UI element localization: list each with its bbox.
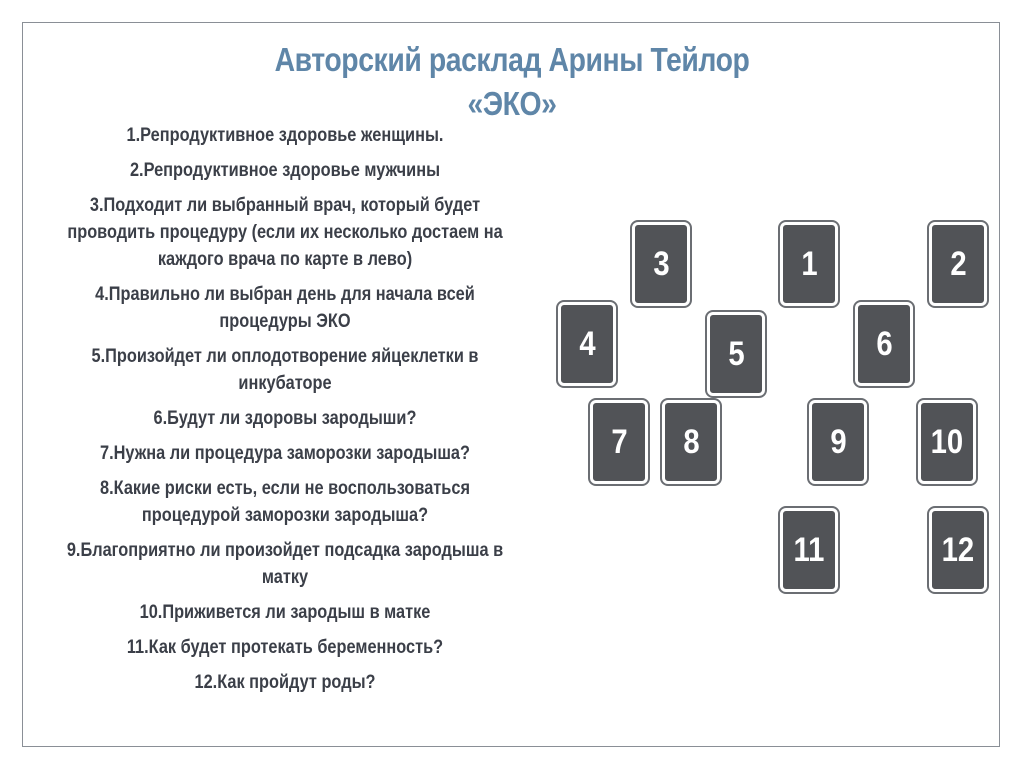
list-item-10: 10.Приживется ли зародыш в матке	[139, 602, 431, 623]
title-line-2: «ЭКО»	[467, 85, 557, 122]
title-line-1: Авторский расклад Арины Тейлор	[274, 41, 750, 78]
card-6-label: 6	[875, 324, 893, 363]
card-2-label: 2	[949, 244, 967, 283]
list-item-1: 1.Репродуктивное здоровье женщины.	[126, 125, 444, 146]
card-2	[929, 222, 987, 306]
question-list	[30, 122, 540, 704]
list-item-2: 2.Репродуктивное здоровье мужчины	[129, 160, 441, 181]
card-3	[632, 222, 690, 306]
card-11	[780, 508, 838, 592]
list-item-8: 8.Какие риски есть, если не воспользоваться процедурой заморозки зародыша?	[100, 478, 470, 526]
list-item-4: 4.Правильно ли выбран день для начала всей процедуры ЭКО	[95, 284, 475, 332]
card-12-label: 12	[941, 530, 975, 569]
list-item-11: 11.Как будет протекать беременность?	[126, 637, 444, 658]
list-item-3: 3.Подходит ли выбранный врач, который будет проводить процедуру (если их несколько достаем на каждого врача по карте в лево)	[67, 195, 503, 270]
list-item-6: 6.Будут ли здоровы зародыши?	[153, 408, 417, 429]
card-1-label: 1	[800, 244, 818, 283]
card-4-label: 4	[578, 324, 596, 363]
card-8-label: 8	[682, 422, 700, 461]
card-7	[590, 400, 648, 484]
card-5-label: 5	[727, 334, 745, 373]
card-8	[662, 400, 720, 484]
card-10	[918, 400, 976, 484]
list-item-12: 12.Как пройдут роды?	[194, 672, 376, 693]
card-11-label: 11	[793, 530, 825, 569]
list-item-7: 7.Нужна ли процедура заморозки зародыша?	[99, 443, 471, 464]
card-9-label: 9	[829, 422, 847, 461]
card-10-label: 10	[930, 422, 964, 461]
card-4	[558, 302, 616, 386]
card-12	[929, 508, 987, 592]
card-7-label: 7	[610, 422, 628, 461]
list-item-9: 9.Благоприятно ли произойдет подсадка зародыша в матку	[66, 540, 504, 588]
card-5	[707, 312, 765, 396]
list-item-5: 5.Произойдет ли оплодотворение яйцеклетки в инкубаторе	[91, 346, 479, 394]
card-9	[809, 400, 867, 484]
card-1	[780, 222, 838, 306]
card-3-label: 3	[652, 244, 670, 283]
page-title	[72, 38, 953, 126]
card-6	[855, 302, 913, 386]
